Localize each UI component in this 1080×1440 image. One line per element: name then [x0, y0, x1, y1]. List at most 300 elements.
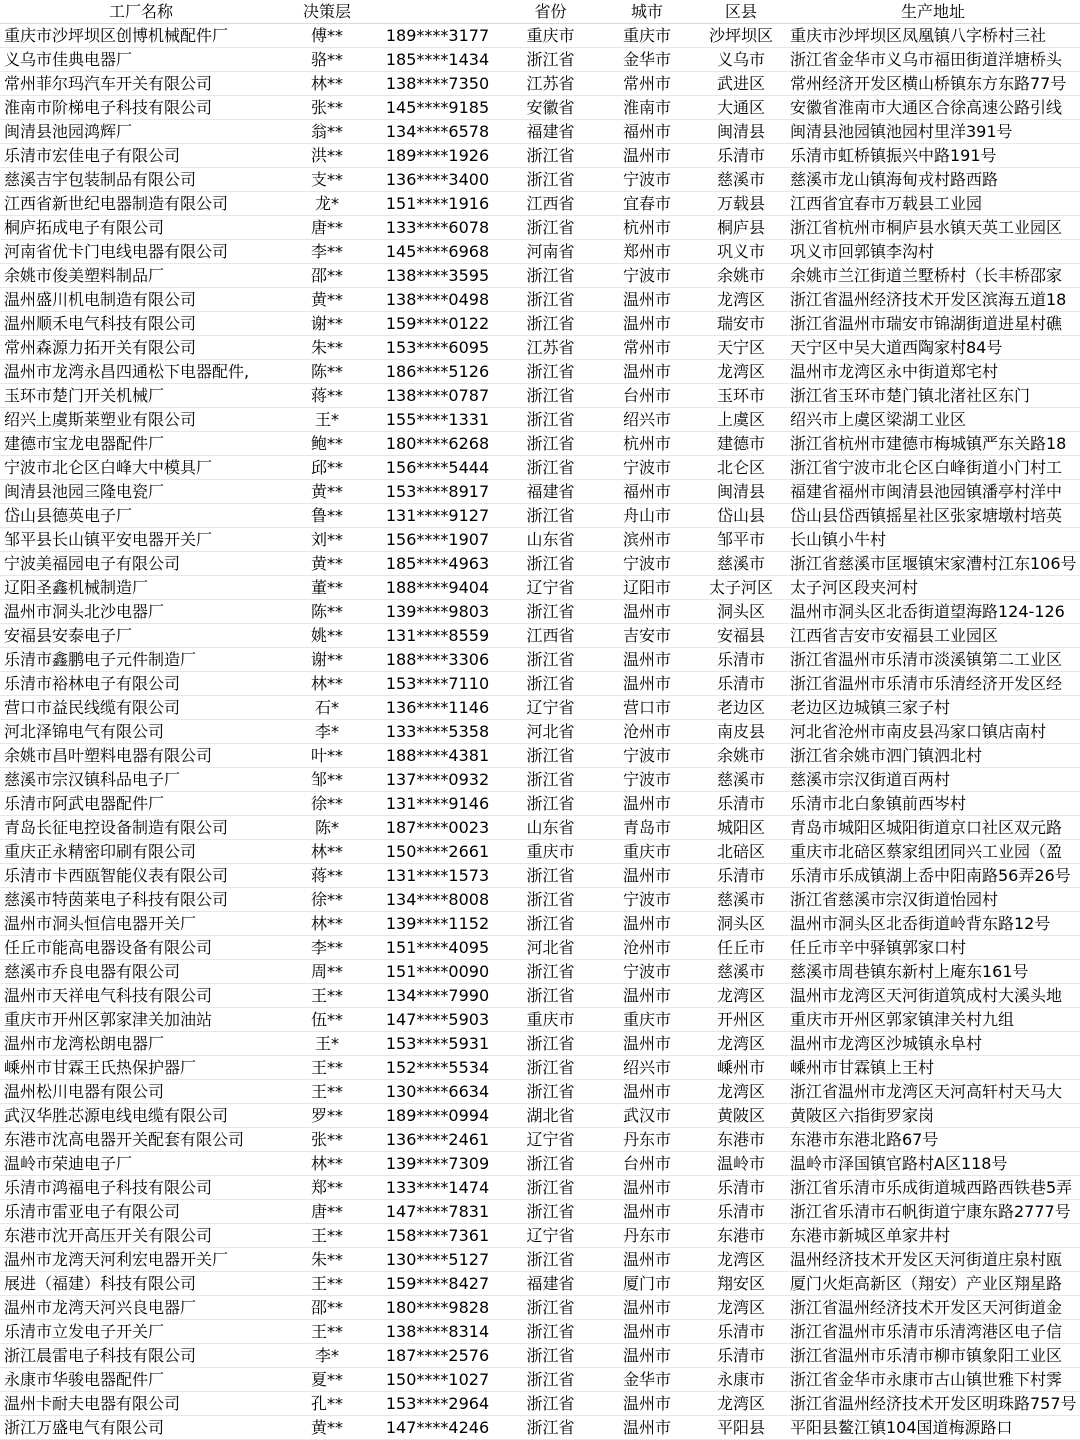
cell-province: 浙江省 [526, 1418, 575, 1437]
cell-phone: 187****2576 [385, 1346, 490, 1365]
cell-city: 厦门市 [622, 1274, 671, 1293]
cell-district: 东港市 [716, 1130, 765, 1149]
table-row[interactable] [0, 1248, 1080, 1272]
cell-decision-maker: 夏** [310, 1370, 343, 1389]
cell-decision-maker: 黄** [310, 1418, 343, 1437]
cell-city: 重庆市 [622, 26, 671, 45]
cell-address: 河北省沧州市南皮县冯家口镇店南村 [790, 722, 1047, 741]
cell-phone: 139****7309 [385, 1154, 490, 1173]
cell-city: 台州市 [622, 1154, 671, 1173]
cell-district: 余姚市 [716, 266, 765, 285]
header-city[interactable]: 城市 [630, 2, 663, 21]
cell-district: 东港市 [716, 1226, 765, 1245]
cell-address: 浙江省宁波市北仑区白峰街道小门村工 [790, 458, 1063, 477]
table-row[interactable] [0, 504, 1080, 528]
cell-district: 乐清市 [716, 1346, 765, 1365]
cell-phone: 153****6095 [385, 338, 490, 357]
cell-phone: 134****6578 [385, 122, 490, 141]
table-row[interactable] [0, 936, 1080, 960]
cell-decision-maker: 朱** [310, 338, 343, 357]
table-row[interactable] [0, 240, 1080, 264]
cell-address: 福建省福州市闽清县池园镇潘亭村洋中 [790, 482, 1063, 501]
cell-district: 龙湾区 [716, 362, 765, 381]
cell-province: 浙江省 [526, 962, 575, 981]
cell-district: 瑞安市 [716, 314, 765, 333]
cell-district: 乐清市 [716, 1202, 765, 1221]
cell-address: 慈溪市宗汉街道百两村 [790, 770, 951, 789]
cell-address: 浙江省乐清市石帆街道宁康东路2777号 [790, 1202, 1071, 1221]
cell-factory-name: 慈溪市宗汉镇科品电子厂 [4, 770, 181, 789]
cell-decision-maker: 王** [310, 1274, 343, 1293]
table-row[interactable] [0, 624, 1080, 648]
cell-phone: 139****9803 [385, 602, 490, 621]
cell-district: 城阳区 [716, 818, 765, 837]
table-row[interactable] [0, 1008, 1080, 1032]
cell-province: 浙江省 [526, 1394, 575, 1413]
cell-phone: 151****4095 [385, 938, 490, 957]
cell-decision-maker: 邵** [310, 266, 343, 285]
table-row[interactable] [0, 1344, 1080, 1368]
cell-province: 浙江省 [526, 410, 575, 429]
cell-decision-maker: 李* [314, 722, 339, 741]
cell-decision-maker: 骆** [310, 50, 343, 69]
cell-district: 玉环市 [716, 386, 765, 405]
cell-factory-name: 青岛长征电控设备制造有限公司 [4, 818, 229, 837]
cell-province: 浙江省 [526, 170, 575, 189]
cell-address: 浙江省温州经济技术开发区滨海五道18 [790, 290, 1067, 309]
cell-district: 北碚区 [716, 842, 765, 861]
cell-city: 温州市 [622, 1418, 671, 1437]
cell-city: 宁波市 [622, 962, 671, 981]
cell-phone: 147****4246 [385, 1418, 490, 1437]
cell-phone: 133****1474 [385, 1178, 490, 1197]
cell-city: 宁波市 [622, 266, 671, 285]
table-row[interactable] [0, 480, 1080, 504]
cell-decision-maker: 黄** [310, 290, 343, 309]
table-row[interactable] [0, 720, 1080, 744]
cell-address: 乐清市乐成镇湖上岙中阳南路56弄26号 [790, 866, 1071, 885]
table-row[interactable] [0, 384, 1080, 408]
cell-address: 平阳县鳌江镇104国道梅源路口 [790, 1418, 1013, 1437]
table-row[interactable] [0, 288, 1080, 312]
table-row[interactable] [0, 816, 1080, 840]
cell-address: 乐清市虹桥镇振兴中路191号 [790, 146, 997, 165]
cell-factory-name: 乐清市鸿福电子科技有限公司 [4, 1178, 213, 1197]
cell-phone: 188****3306 [385, 650, 490, 669]
cell-district: 慈溪市 [716, 770, 765, 789]
cell-city: 常州市 [622, 74, 671, 93]
cell-decision-maker: 王* [314, 410, 339, 429]
cell-province: 浙江省 [526, 1298, 575, 1317]
cell-province: 浙江省 [526, 770, 575, 789]
cell-city: 温州市 [622, 602, 671, 621]
cell-district: 老边区 [716, 698, 765, 717]
cell-province: 山东省 [526, 530, 575, 549]
cell-phone: 136****2461 [385, 1130, 490, 1149]
table-row[interactable] [0, 1128, 1080, 1152]
table-row[interactable] [0, 432, 1080, 456]
cell-city: 温州市 [622, 1202, 671, 1221]
cell-district: 龙湾区 [716, 290, 765, 309]
cell-address: 安徽省淮南市大通区合徐高速公路引线 [790, 98, 1063, 117]
cell-factory-name: 玉环市楚门开关机械厂 [4, 386, 165, 405]
cell-province: 浙江省 [526, 362, 575, 381]
cell-phone: 151****1916 [385, 194, 490, 213]
cell-province: 重庆市 [526, 26, 575, 45]
cell-district: 龙湾区 [716, 986, 765, 1005]
cell-province: 浙江省 [526, 554, 575, 573]
cell-city: 绍兴市 [622, 410, 671, 429]
cell-decision-maker: 蒋** [310, 386, 343, 405]
cell-city: 杭州市 [622, 434, 671, 453]
cell-city: 温州市 [622, 1394, 671, 1413]
cell-address: 巩义市回郭镇李沟村 [790, 242, 935, 261]
cell-factory-name: 温州市龙湾松朗电器厂 [4, 1034, 165, 1053]
cell-province: 河南省 [526, 242, 575, 261]
cell-address: 任丘市辛中驿镇郭家口村 [790, 938, 967, 957]
cell-factory-name: 余姚市昌叶塑料电器有限公司 [4, 746, 213, 765]
table-row[interactable] [0, 168, 1080, 192]
cell-province: 浙江省 [526, 866, 575, 885]
cell-factory-name: 重庆市沙坪坝区创博机械配件厂 [4, 26, 229, 45]
cell-district: 龙湾区 [716, 1394, 765, 1413]
table-row[interactable] [0, 1032, 1080, 1056]
header-factory-name[interactable]: 工厂名称 [108, 2, 173, 21]
cell-city: 宁波市 [622, 770, 671, 789]
table-row[interactable] [0, 960, 1080, 984]
cell-city: 淮南市 [622, 98, 671, 117]
header-address[interactable]: 生产地址 [900, 2, 965, 21]
table-row[interactable] [0, 552, 1080, 576]
cell-decision-maker: 刘** [310, 530, 343, 549]
cell-district: 龙湾区 [716, 1034, 765, 1053]
cell-phone: 153****5931 [385, 1034, 490, 1053]
table-row[interactable] [0, 912, 1080, 936]
cell-district: 慈溪市 [716, 962, 765, 981]
cell-address: 太子河区段夹河村 [790, 578, 919, 597]
table-row[interactable] [0, 144, 1080, 168]
cell-province: 浙江省 [526, 458, 575, 477]
cell-decision-maker: 翁** [310, 122, 343, 141]
table-row[interactable] [0, 864, 1080, 888]
cell-province: 湖北省 [526, 1106, 575, 1125]
cell-province: 山东省 [526, 818, 575, 837]
cell-phone: 189****3177 [385, 26, 490, 45]
table-row[interactable] [0, 192, 1080, 216]
cell-province: 重庆市 [526, 842, 575, 861]
cell-factory-name: 乐清市裕林电子有限公司 [4, 674, 181, 693]
cell-address: 浙江省杭州市建德市梅城镇严东关路18 [790, 434, 1067, 453]
cell-address: 东港市新城区单家井村 [790, 1226, 951, 1245]
cell-city: 辽阳市 [622, 578, 671, 597]
cell-factory-name: 温州市龙湾天河利宏电器开关厂 [4, 1250, 229, 1269]
cell-province: 江西省 [526, 194, 575, 213]
table-row[interactable] [0, 312, 1080, 336]
cell-district: 慈溪市 [716, 170, 765, 189]
cell-factory-name: 辽阳圣鑫机械制造厂 [4, 578, 149, 597]
cell-province: 浙江省 [526, 146, 575, 165]
cell-phone: 131****1573 [385, 866, 490, 885]
cell-province: 浙江省 [526, 290, 575, 309]
cell-phone: 131****9127 [385, 506, 490, 525]
header-decision-maker[interactable]: 决策层 [302, 2, 351, 21]
cell-address: 浙江省余姚市泗门镇泗北村 [790, 746, 983, 765]
cell-city: 金华市 [622, 50, 671, 69]
header-district[interactable]: 区县 [724, 2, 757, 21]
cell-district: 洞头区 [716, 602, 765, 621]
cell-city: 福州市 [622, 482, 671, 501]
table-row[interactable] [0, 216, 1080, 240]
cell-phone: 188****4381 [385, 746, 490, 765]
cell-district: 武进区 [716, 74, 765, 93]
cell-decision-maker: 唐** [310, 218, 343, 237]
table-row[interactable] [0, 1272, 1080, 1296]
cell-decision-maker: 鲁** [310, 506, 343, 525]
cell-city: 温州市 [622, 1322, 671, 1341]
cell-city: 沧州市 [622, 722, 671, 741]
table-row[interactable] [0, 96, 1080, 120]
table-row[interactable] [0, 888, 1080, 912]
cell-province: 重庆市 [526, 1010, 575, 1029]
cell-phone: 152****5534 [385, 1058, 490, 1077]
cell-decision-maker: 罗** [310, 1106, 343, 1125]
cell-address: 浙江省金华市永康市古山镇世雅下村霁 [790, 1370, 1063, 1389]
cell-city: 温州市 [622, 1082, 671, 1101]
table-row[interactable] [0, 696, 1080, 720]
header-row [0, 0, 1080, 24]
cell-decision-maker: 林** [310, 1154, 343, 1173]
cell-district: 嵊州市 [716, 1058, 765, 1077]
header-province[interactable]: 省份 [534, 2, 567, 21]
table-row[interactable] [0, 264, 1080, 288]
table-row[interactable] [0, 1104, 1080, 1128]
cell-province: 辽宁省 [526, 1226, 575, 1245]
cell-address: 厦门火炬高新区（翔安）产业区翔星路 [790, 1274, 1063, 1293]
cell-city: 滨州市 [622, 530, 671, 549]
cell-district: 乐清市 [716, 866, 765, 885]
cell-address: 浙江省温州市乐清市淡溪镇第二工业区 [790, 650, 1063, 669]
cell-decision-maker: 陈** [310, 362, 343, 381]
cell-decision-maker: 王** [310, 1226, 343, 1245]
cell-phone: 180****9828 [385, 1298, 490, 1317]
cell-decision-maker: 林** [310, 674, 343, 693]
cell-province: 河北省 [526, 938, 575, 957]
cell-factory-name: 常州森源力拓开关有限公司 [4, 338, 197, 357]
cell-address: 浙江省慈溪市宗汉街道怡园村 [790, 890, 999, 909]
cell-factory-name: 闽清县池园三隆电瓷厂 [4, 482, 165, 501]
cell-factory-name: 永康市华骏电器配件厂 [4, 1370, 165, 1389]
table-row[interactable] [0, 1224, 1080, 1248]
cell-address: 重庆市北碚区蔡家组团同兴工业园（盈 [790, 842, 1063, 861]
cell-factory-name: 邹平县长山镇平安电器开关厂 [4, 530, 213, 549]
cell-decision-maker: 李** [310, 242, 343, 261]
cell-address: 浙江省温州市龙湾区天河高轩村天马大 [790, 1082, 1063, 1101]
cell-address: 温州市龙湾区永中街道郑宅村 [790, 362, 999, 381]
table-row[interactable] [0, 336, 1080, 360]
table-row[interactable] [0, 576, 1080, 600]
cell-district: 沙坪坝区 [708, 26, 773, 45]
cell-province: 浙江省 [526, 914, 575, 933]
cell-factory-name: 温岭市荣迪电子厂 [4, 1154, 133, 1173]
cell-district: 乐清市 [716, 146, 765, 165]
cell-phone: 134****7990 [385, 986, 490, 1005]
cell-factory-name: 温州市天祥电气科技有限公司 [4, 986, 213, 1005]
cell-district: 龙湾区 [716, 1298, 765, 1317]
table-header [0, 0, 1080, 24]
cell-province: 浙江省 [526, 1346, 575, 1365]
cell-address: 重庆市开州区郭家镇津关村九组 [790, 1010, 1015, 1029]
table-row[interactable] [0, 648, 1080, 672]
table-row[interactable] [0, 1176, 1080, 1200]
cell-decision-maker: 傅** [310, 26, 343, 45]
table-row[interactable] [0, 1320, 1080, 1344]
cell-city: 温州市 [622, 674, 671, 693]
cell-factory-name: 乐清市宏佳电子有限公司 [4, 146, 181, 165]
cell-factory-name: 闽清县池园鸿辉厂 [4, 122, 133, 141]
cell-decision-maker: 张** [310, 1130, 343, 1149]
cell-decision-maker: 王** [310, 1322, 343, 1341]
cell-decision-maker: 王** [310, 986, 343, 1005]
cell-phone: 150****1027 [385, 1370, 490, 1389]
table-row[interactable] [0, 360, 1080, 384]
cell-phone: 185****4963 [385, 554, 490, 573]
cell-phone: 150****2661 [385, 842, 490, 861]
table-body [0, 24, 1080, 1440]
cell-decision-maker: 郑** [310, 1178, 343, 1197]
table-row[interactable] [0, 48, 1080, 72]
cell-phone: 138****8314 [385, 1322, 490, 1341]
table-row[interactable] [0, 1152, 1080, 1176]
cell-factory-name: 温州盛川机电制造有限公司 [4, 290, 197, 309]
table-row[interactable] [0, 672, 1080, 696]
cell-address: 浙江省玉环市楚门镇北渚社区东门 [790, 386, 1031, 405]
cell-address: 青岛市城阳区城阳街道京口社区双元路 [790, 818, 1063, 837]
cell-phone: 159****0122 [385, 314, 490, 333]
cell-phone: 156****1907 [385, 530, 490, 549]
table-row[interactable] [0, 408, 1080, 432]
cell-district: 乐清市 [716, 674, 765, 693]
table-row[interactable] [0, 456, 1080, 480]
table-row[interactable] [0, 984, 1080, 1008]
table-row[interactable] [0, 1080, 1080, 1104]
cell-address: 绍兴市上虞区梁湖工业区 [790, 410, 967, 429]
cell-factory-name: 慈溪吉宇包装制品有限公司 [4, 170, 197, 189]
cell-address: 浙江省杭州市桐庐县水镇天英工业园区 [790, 218, 1063, 237]
cell-phone: 153****8917 [385, 482, 490, 501]
table-row[interactable] [0, 1056, 1080, 1080]
cell-city: 杭州市 [622, 218, 671, 237]
cell-decision-maker: 洪** [310, 146, 343, 165]
cell-province: 江苏省 [526, 338, 575, 357]
table-row[interactable] [0, 744, 1080, 768]
cell-province: 浙江省 [526, 314, 575, 333]
cell-district: 余姚市 [716, 746, 765, 765]
cell-district: 桐庐县 [716, 218, 765, 237]
table-row[interactable] [0, 1368, 1080, 1392]
cell-phone: 130****6634 [385, 1082, 490, 1101]
cell-district: 翔安区 [716, 1274, 765, 1293]
cell-address: 浙江省温州市乐清市柳市镇象阳工业区 [790, 1346, 1063, 1365]
cell-province: 浙江省 [526, 50, 575, 69]
cell-phone: 186****5126 [385, 362, 490, 381]
cell-city: 温州市 [622, 866, 671, 885]
cell-city: 温州市 [622, 1346, 671, 1365]
cell-city: 常州市 [622, 338, 671, 357]
cell-city: 温州市 [622, 794, 671, 813]
table-row[interactable] [0, 72, 1080, 96]
cell-city: 温州市 [622, 650, 671, 669]
cell-address: 浙江省温州市乐清市乐清经济开发区经 [790, 674, 1063, 693]
table-row[interactable] [0, 528, 1080, 552]
cell-decision-maker: 谢** [310, 314, 343, 333]
table-row[interactable] [0, 24, 1080, 48]
cell-city: 宁波市 [622, 890, 671, 909]
cell-district: 慈溪市 [716, 890, 765, 909]
cell-decision-maker: 谢** [310, 650, 343, 669]
table-row[interactable] [0, 600, 1080, 624]
cell-province: 浙江省 [526, 1178, 575, 1197]
cell-address: 常州经济开发区横山桥镇东方东路77号 [790, 74, 1067, 93]
cell-factory-name: 乐清市阿武电器配件厂 [4, 794, 165, 813]
cell-phone: 133****6078 [385, 218, 490, 237]
cell-address: 慈溪市龙山镇海甸戎村路西路 [790, 170, 999, 189]
table-row[interactable] [0, 768, 1080, 792]
cell-decision-maker: 王** [310, 1058, 343, 1077]
cell-city: 沧州市 [622, 938, 671, 957]
cell-decision-maker: 叶** [310, 746, 343, 765]
cell-decision-maker: 邵** [310, 1298, 343, 1317]
cell-decision-maker: 黄** [310, 482, 343, 501]
cell-factory-name: 慈溪市乔良电器有限公司 [4, 962, 181, 981]
cell-city: 绍兴市 [622, 1058, 671, 1077]
header-phone[interactable] [372, 0, 503, 24]
table-row[interactable] [0, 840, 1080, 864]
table-row[interactable] [0, 1392, 1080, 1416]
cell-decision-maker: 陈* [314, 818, 339, 837]
cell-phone: 153****2964 [385, 1394, 490, 1413]
cell-province: 浙江省 [526, 434, 575, 453]
cell-address: 嵊州市甘霖镇上王村 [790, 1058, 935, 1077]
cell-phone: 156****5444 [385, 458, 490, 477]
cell-factory-name: 温州市龙湾永昌四通松下电器配件, [4, 362, 250, 381]
cell-decision-maker: 唐** [310, 1202, 343, 1221]
cell-city: 温州市 [622, 1250, 671, 1269]
cell-city: 温州市 [622, 914, 671, 933]
cell-decision-maker: 周** [310, 962, 343, 981]
table-row[interactable] [0, 1416, 1080, 1440]
table-row[interactable] [0, 1296, 1080, 1320]
cell-address: 浙江省温州经济技术开发区明珠路757号 [790, 1394, 1077, 1413]
cell-province: 浙江省 [526, 218, 575, 237]
cell-address: 温岭市泽国镇官路村A区118号 [790, 1154, 1008, 1173]
table-row[interactable] [0, 1200, 1080, 1224]
cell-phone: 188****9404 [385, 578, 490, 597]
cell-province: 安徽省 [526, 98, 575, 117]
table-row[interactable] [0, 120, 1080, 144]
cell-city: 营口市 [622, 698, 671, 717]
cell-factory-name: 浙江万盛电气有限公司 [4, 1418, 165, 1437]
cell-phone: 189****0994 [385, 1106, 490, 1125]
cell-province: 浙江省 [526, 794, 575, 813]
table-row[interactable] [0, 792, 1080, 816]
cell-phone: 133****5358 [385, 722, 490, 741]
cell-factory-name: 营口市益民线缆有限公司 [4, 698, 181, 717]
cell-factory-name: 温州市洞头恒信电器开关厂 [4, 914, 197, 933]
cell-district: 乐清市 [716, 1178, 765, 1197]
cell-district: 任丘市 [716, 938, 765, 957]
cell-decision-maker: 支** [310, 170, 343, 189]
cell-decision-maker: 王** [310, 1082, 343, 1101]
